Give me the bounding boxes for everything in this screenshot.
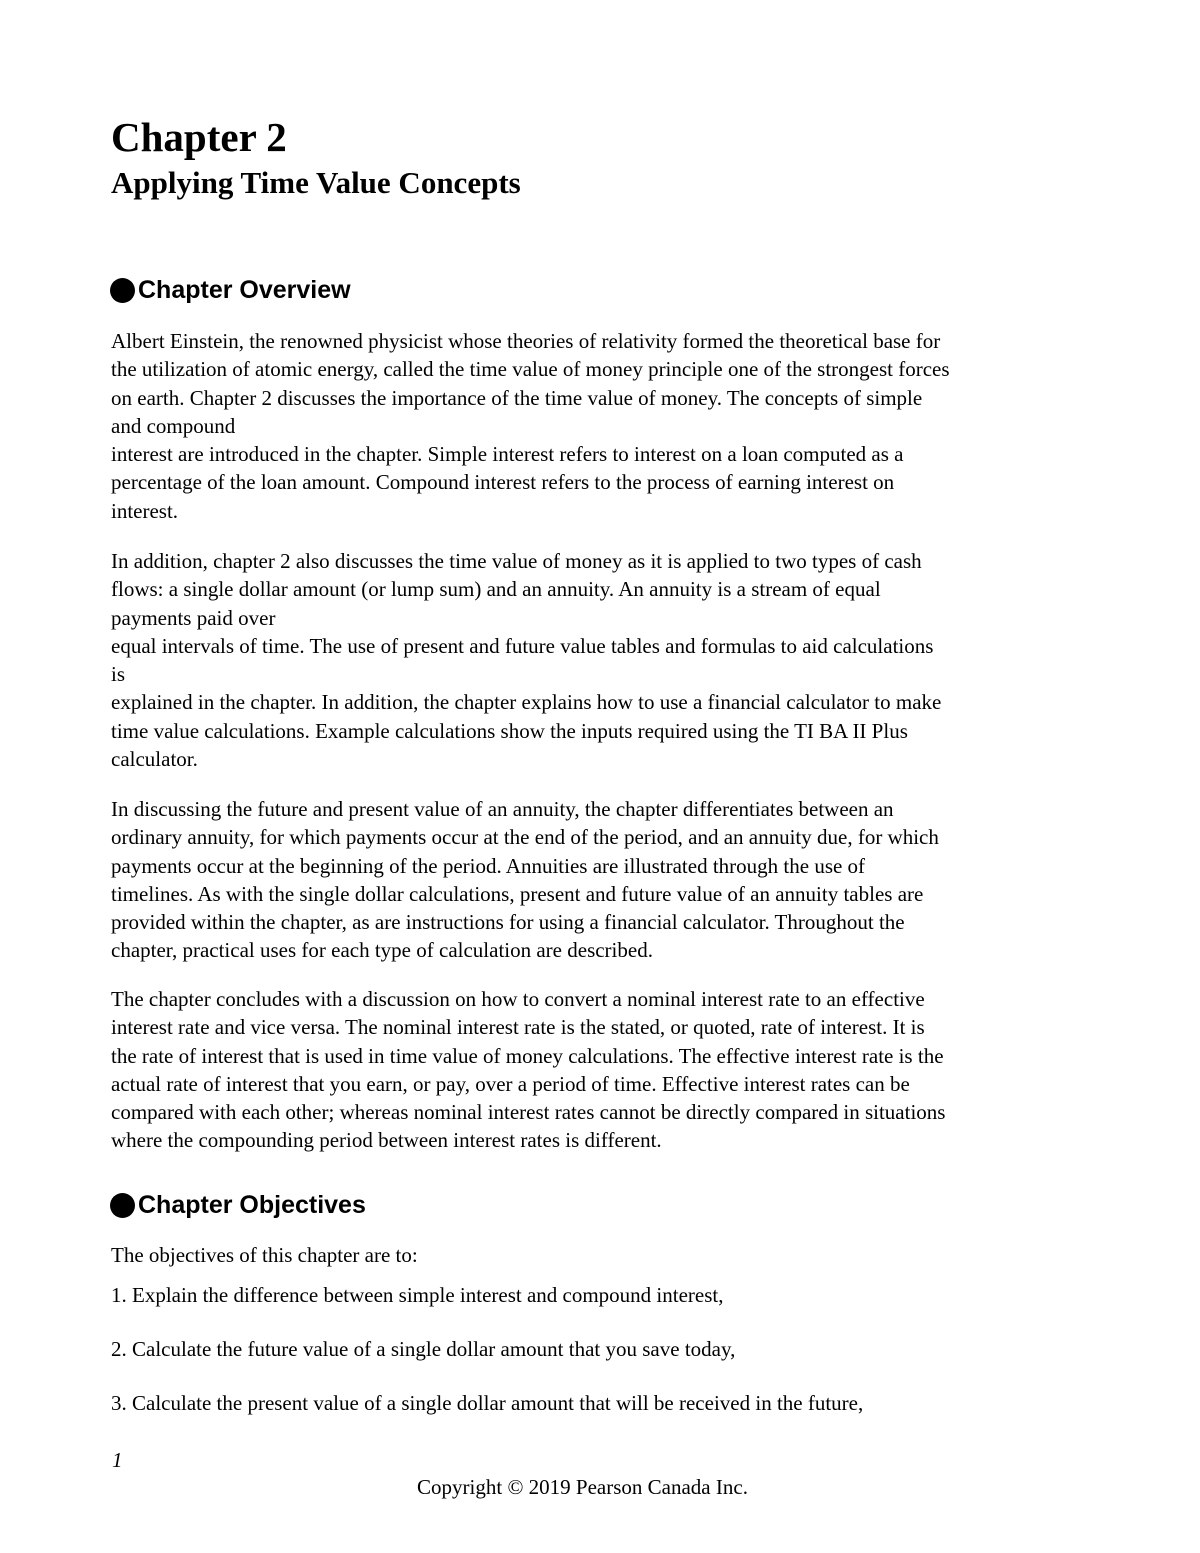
objective-item-1: 1. Explain the difference between simple interest and compound interest, bbox=[111, 1283, 724, 1307]
overview-paragraph-3 bbox=[111, 795, 1111, 965]
paragraph-line: compared with each other; whereas nominal interest rates cannot be directly compared in situations bbox=[111, 1100, 946, 1125]
section-heading-overview bbox=[110, 274, 351, 306]
paragraph-line: interest. bbox=[111, 498, 179, 523]
objective-item-3: 3. Calculate the present value of a single dollar amount that will be received in the future, bbox=[111, 1391, 864, 1415]
paragraph-line: The chapter concludes with a discussion on how to convert a nominal interest rate to an effective bbox=[111, 987, 925, 1011]
copyright-notice: Copyright © 2019 Pearson Canada Inc. bbox=[417, 1475, 748, 1499]
bullet-icon bbox=[110, 278, 135, 303]
section-heading-label: Chapter Objectives bbox=[138, 1191, 366, 1219]
paragraph-line: interest rate and vice versa. The nominal interest rate is the stated, or quoted, rate of interest. It is bbox=[111, 1015, 925, 1040]
paragraph-line: on earth. Chapter 2 discusses the importance of the time value of money. The concepts of simple bbox=[111, 385, 923, 410]
chapter-number: Chapter 2 bbox=[111, 114, 287, 160]
paragraph-line: ordinary annuity, for which payments occur at the end of the period, and an annuity due, for which bbox=[111, 825, 939, 850]
paragraph-line: calculator. bbox=[111, 747, 198, 772]
objectives-intro: The objectives of this chapter are to: bbox=[111, 1243, 418, 1267]
paragraph-line: payments occur at the beginning of the period. Annuities are illustrated through the use of bbox=[111, 853, 866, 878]
paragraph-line: is bbox=[111, 662, 126, 687]
paragraph-line: percentage of the loan amount. Compound interest refers to the process of earning interest on bbox=[111, 470, 895, 495]
section-heading-label: Chapter Overview bbox=[138, 276, 351, 304]
overview-paragraph-1 bbox=[111, 327, 1111, 525]
page-number: 1 bbox=[112, 1448, 123, 1472]
paragraph-line: explained in the chapter. In addition, the chapter explains how to use a financial calculator to make bbox=[111, 690, 942, 715]
overview-paragraph-2 bbox=[111, 547, 1111, 773]
paragraph-line: the rate of interest that is used in time value of money calculations. The effective interest rate is the bbox=[111, 1043, 944, 1068]
paragraph-line: In discussing the future and present value of an annuity, the chapter differentiates between an bbox=[111, 797, 894, 821]
paragraph-line: timelines. As with the single dollar calculations, present and future value of an annuity tables are bbox=[111, 881, 924, 906]
paragraph-line: and compound bbox=[111, 413, 236, 438]
paragraph-line: payments paid over bbox=[111, 605, 276, 630]
section-heading-objectives bbox=[110, 1189, 366, 1221]
paragraph-line: In addition, chapter 2 also discusses the time value of money as it is applied to two types of cash bbox=[111, 549, 922, 573]
paragraph-line: equal intervals of time. The use of present and future value tables and formulas to aid calculations bbox=[111, 633, 934, 658]
bullet-icon bbox=[110, 1193, 135, 1218]
overview-paragraph-4 bbox=[111, 985, 1111, 1155]
paragraph-line: provided within the chapter, as are instructions for using a financial calculator. Throughout the bbox=[111, 910, 905, 935]
objective-item-2: 2. Calculate the future value of a single dollar amount that you save today, bbox=[111, 1337, 736, 1361]
paragraph-line: interest are introduced in the chapter. Simple interest refers to interest on a loan computed as a bbox=[111, 442, 904, 467]
paragraph-line: chapter, practical uses for each type of calculation are described. bbox=[111, 938, 653, 963]
paragraph-line: Albert Einstein, the renowned physicist whose theories of relativity formed the theoretical base for bbox=[111, 329, 941, 353]
paragraph-line: time value calculations. Example calculations show the inputs required using the TI BA II Plus bbox=[111, 718, 908, 743]
paragraph-line: where the compounding period between interest rates is different. bbox=[111, 1128, 662, 1153]
paragraph-line: actual rate of interest that you earn, or pay, over a period of time. Effective interest rates can be bbox=[111, 1071, 910, 1096]
paragraph-line: flows: a single dollar amount (or lump sum) and an annuity. An annuity is a stream of equal bbox=[111, 577, 881, 602]
paragraph-line: the utilization of atomic energy, called the time value of money principle one of the strongest forces bbox=[111, 357, 950, 382]
chapter-title: Applying Time Value Concepts bbox=[111, 165, 521, 200]
